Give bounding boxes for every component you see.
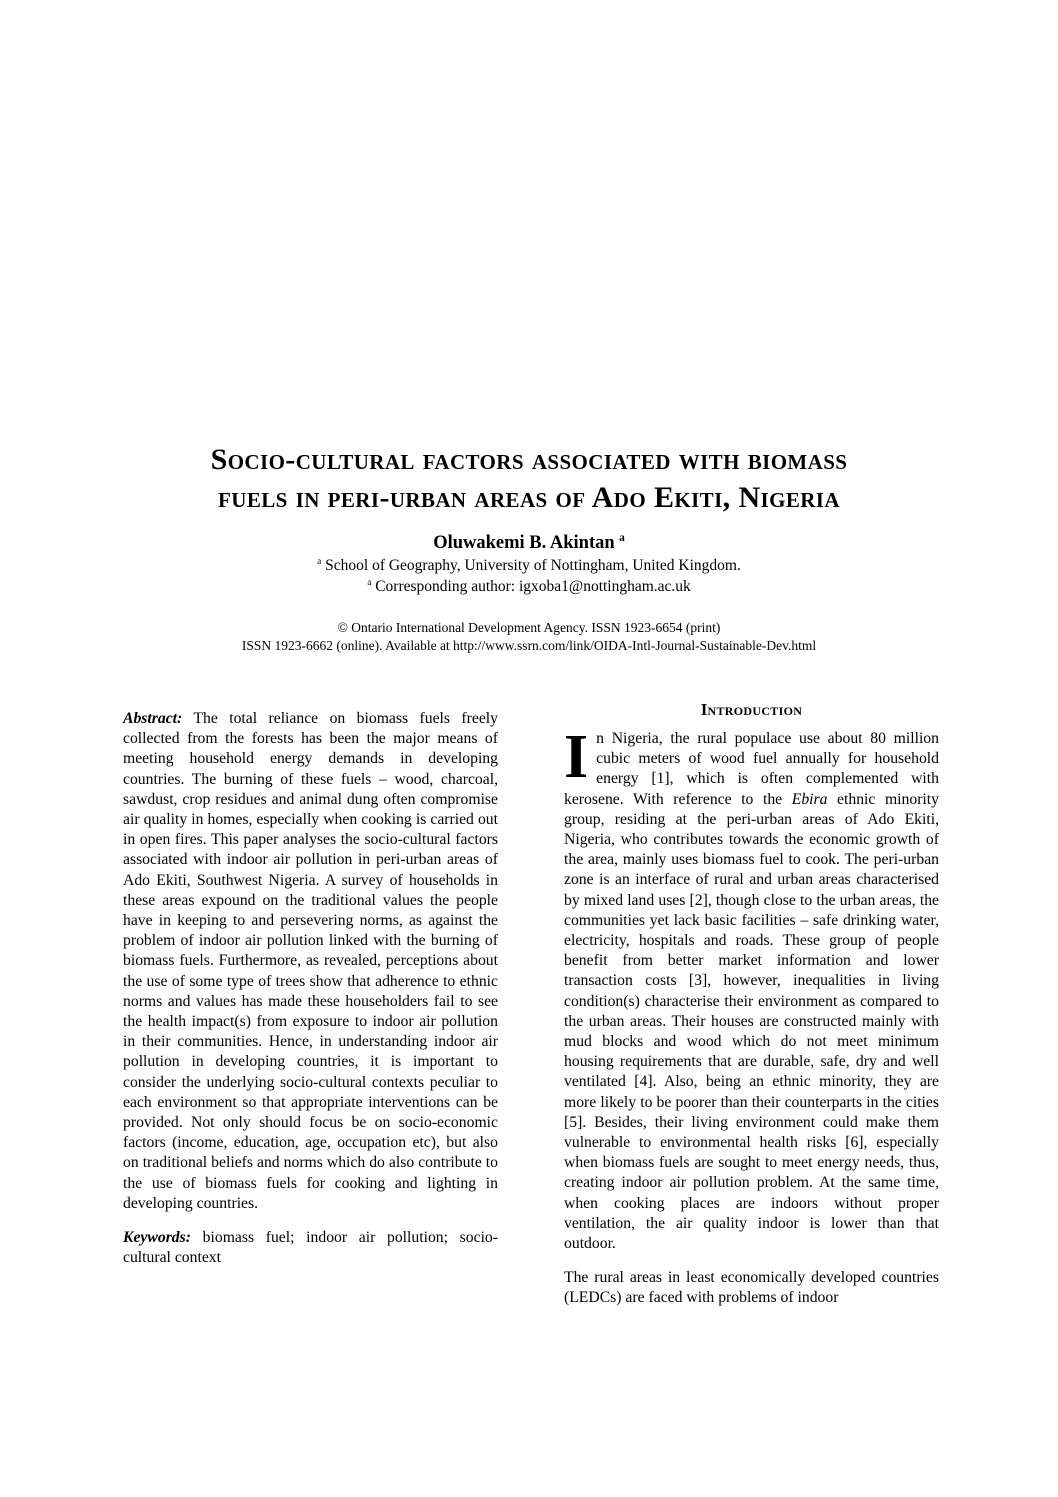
abstract-label: Abstract: bbox=[123, 710, 183, 727]
page-title-line-2: fuels in peri-urban areas of Ado Ekiti, Nigeria bbox=[218, 481, 840, 514]
left-column bbox=[123, 700, 498, 1309]
keywords-text: biomass fuel; indoor air pollution; socio-cultural context bbox=[123, 1229, 498, 1267]
drop-cap: I bbox=[564, 723, 589, 791]
author-name: Oluwakemi B. Akintan bbox=[433, 533, 615, 553]
page-title-line-1: Socio-cultural factors associated with biomass bbox=[210, 443, 848, 476]
introduction-heading: Introduction bbox=[700, 700, 803, 719]
imprint-line-2: ISSN 1923-6662 (online). Available at http://www.ssrn.com/link/OIDA-Intl-Journal-Sustainable-Dev.html bbox=[241, 637, 817, 653]
front-matter bbox=[0, 0, 1058, 654]
keywords-label: Keywords: bbox=[123, 1229, 191, 1247]
right-column bbox=[564, 700, 939, 1309]
abstract-paragraph bbox=[123, 709, 498, 1214]
abstract-text: The total reliance on biomass fuels freely collected from the forests has been the major means of meeting household energy demands in developing countries. The burning of these fuels – wood, charcoal, sawdust, crop residues and animal dung often compromise air quality in homes, especially when cooking is carried out in open fires. This paper analyses the socio-cultural factors associated with indoor air pollution in peri-urban areas of Ado Ekiti, Southwest Nigeria. A survey of households in these areas expound on the traditional values the people have in keeping to and persevering norms, as against the problem of indoor air pollution linked with the burning of biomass fuels. Furthermore, as revealed, perceptions about the use of some type of trees show that adherence to ethnic norms and values has made these householders fail to see the health impact(s) from exposure to indoor air pollution in their communities. Hence, in understanding indoor air pollution in developing countries, it is important to consider the underlying socio-cultural contexts peculiar to each environment so that appropriate interventions can be provided. Not only should focus be on socio-economic factors (income, education, age, occupation etc), but also on traditional beliefs and norms which do also contribute to the use of biomass fuels for cooking and lighting in developing countries. bbox=[123, 710, 498, 1212]
affiliation-line bbox=[0, 555, 1058, 576]
corresponding-mark: a bbox=[367, 577, 372, 588]
author-affiliation-mark: a bbox=[619, 531, 625, 544]
corresponding-author-line bbox=[0, 576, 1058, 597]
author-line bbox=[0, 532, 1058, 555]
intro-p1-ethnic-group-name: Ebira bbox=[791, 790, 828, 808]
two-column-body bbox=[123, 700, 1058, 1309]
imprint-line-1: © Ontario International Development Agency. ISSN 1923-6654 (print) bbox=[337, 620, 721, 635]
affiliation-mark: a bbox=[317, 556, 322, 567]
introduction-paragraph-2: The rural areas in least economically developed countries (LEDCs) are faced with problems of indoor bbox=[564, 1269, 939, 1307]
imprint-block bbox=[0, 619, 1058, 654]
corresponding-text: Corresponding author: igxoba1@nottingham.ac.uk bbox=[375, 578, 691, 595]
keywords-paragraph bbox=[123, 1228, 498, 1268]
affiliation-text: School of Geography, University of Nottingham, United Kingdom. bbox=[325, 557, 741, 574]
introduction-paragraph-1 bbox=[564, 723, 939, 1254]
intro-p1-text-start: n Nigeria, the rural populace use about 80 million cubic meters of wood fuel annually for household energy [1], which is often complemented with kerosene. With reference to the bbox=[564, 730, 939, 808]
intro-p1-text-end: ethnic minority group, residing at the peri-urban areas of Ado Ekiti, Nigeria, who contributes towards the economic growth of the area, mainly uses biomass fuel to cook. The peri-urban zone is an interface of rural and urban areas characterised by mixed land uses [2], though close to the urban areas, the communities yet lack basic facilities – safe drinking water, electricity, hospitals and roads. These group of people benefit from better market information and lower transaction costs [3], however, inequalities in living condition(s) characterise their environment as compared to the urban areas. Their houses are constructed mainly with mud blocks and wood which do not meet minimum housing requirements that are durable, safe, dry and well ventilated [4]. Also, being an ethnic minority, they are more likely to be poorer than their counterparts in the cities [5]. Besides, their living environment could make them vulnerable to environmental health risks [6], especially when biomass fuels are sought to meet energy needs, thus, creating indoor air pollution problem. At the same time, when cooking places are indoors without proper ventilation, the air quality indoor is lower than that outdoor. bbox=[564, 790, 939, 1253]
